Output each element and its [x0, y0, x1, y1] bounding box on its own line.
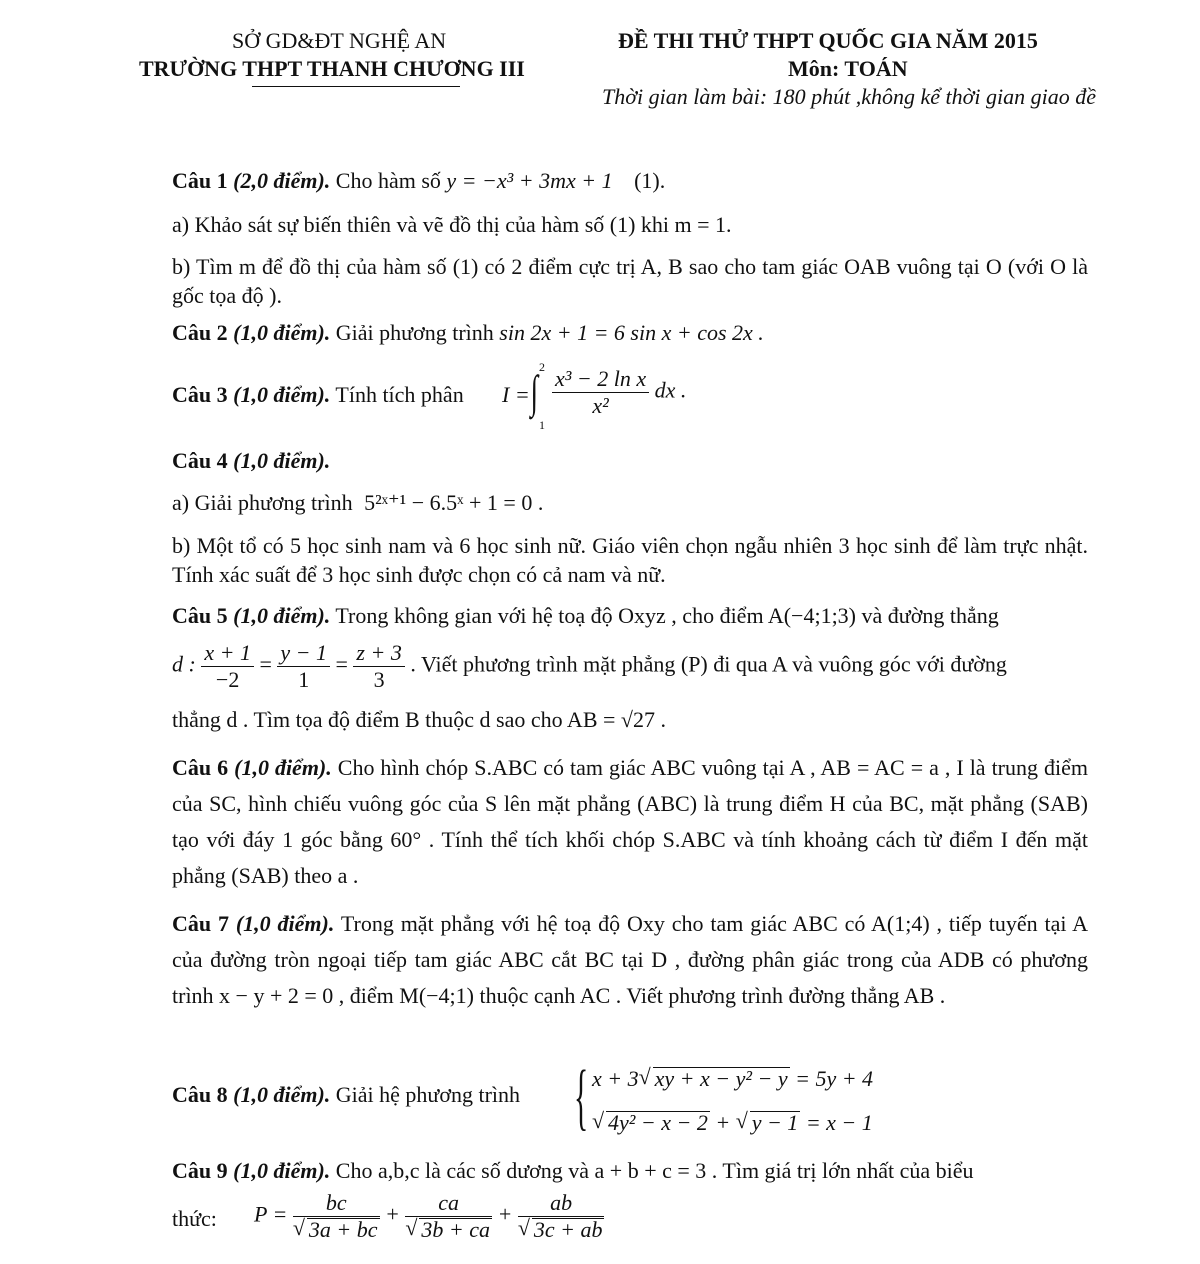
question-7	[172, 906, 1088, 1014]
q9-t3-num: ab	[518, 1190, 605, 1217]
q3-lhs: I =	[502, 382, 530, 407]
q8-eq2-rad1: 4y² − x − 2	[608, 1110, 708, 1135]
q1-label: Câu 1	[172, 168, 228, 193]
q6-label: Câu 6	[172, 755, 229, 780]
q3-tail: dx .	[654, 377, 687, 403]
q9-t3-den: 3c + ab	[533, 1217, 603, 1242]
question-8	[172, 1082, 520, 1108]
q4-points: (1,0 điểm).	[233, 448, 331, 473]
q9-text2: thức:	[172, 1206, 217, 1231]
q5-points: (1,0 điểm).	[233, 603, 331, 628]
q7-label: Câu 7	[172, 911, 229, 936]
q8-eq1-a: x + 3	[592, 1066, 639, 1091]
q4-a-text: a) Giải phương trình	[172, 490, 353, 515]
q3-upper-limit: 2	[539, 360, 545, 374]
q5-f2-den: 1	[298, 667, 310, 692]
q9-points: (1,0 điểm).	[233, 1158, 331, 1183]
q6-text: Cho hình chóp S.ABC có tam giác ABC vuông tại A , AB = AC = a , I là trung điểm của SC, hình chiếu vuông góc của S lên mặt phẳng (ABC) là trung điểm H của BC, mặt phẳng (SAB) tạo với đáy 1 góc bằng 60° . Tính thể tích khối chóp S.ABC và tính khoảng cách từ điểm I đến mặt phẳng (SAB) theo a .	[172, 755, 1088, 888]
q5-line3: thẳng d . Tìm tọa độ điểm B thuộc d sao cho AB = √27 .	[172, 707, 666, 732]
q2-text: Giải phương trình	[335, 320, 494, 345]
q5-line-equation: d : $\frac{x + 1}{-2}$ = $\frac{y - 1}{1}$ = $\frac{z + 3}{3}$ . Viết phương trình mặt phẳng (P) đi qua A và vuông góc với đường	[172, 640, 1007, 692]
system-brace-icon: {	[574, 1056, 589, 1138]
q5-f2-num: y − 1	[277, 640, 330, 667]
q8-eq1-rad: xy + x − y² − y	[654, 1066, 788, 1091]
school-name: TRƯỜNG THPT THANH CHƯƠNG III	[139, 56, 525, 81]
q5-f1-den: −2	[215, 667, 240, 692]
header-underline	[252, 86, 460, 87]
q7-points: (1,0 điểm).	[235, 911, 335, 936]
q9-plus-2: +	[497, 1201, 513, 1227]
q9-t1-num: bc	[293, 1190, 380, 1217]
time-allowed: Thời gian làm bài: 180 phút ,không kể thời gian giao đề	[602, 84, 1097, 109]
q5-line2-tail: . Viết phương trình mặt phẳng (P) đi qua A và vuông góc với đường	[410, 651, 1007, 677]
q3-denominator: x²	[592, 393, 609, 418]
question-9	[172, 1158, 974, 1184]
q1-text: Cho hàm số	[335, 168, 441, 193]
q9-plus-1: +	[385, 1201, 400, 1227]
q9-expression: P = bc √ 3a + bc + ca √ 3b + ca + ab √ 3c + ab	[254, 1190, 603, 1242]
q9-label: Câu 9	[172, 1158, 228, 1183]
question-1	[172, 168, 665, 194]
q3-numerator: x³ − 2 ln x	[552, 366, 649, 393]
q3-label: Câu 3	[172, 382, 228, 407]
q7-text: Trong mặt phẳng với hệ toạ độ Oxy cho tam giác ABC có A(1;4) , tiếp tuyến tại A của đường tròn ngoại tiếp tam giác ABC cắt BC tại D , đường phân giác trong của ADB có phương trình x − y + 2 = 0 , điểm M(−4;1) thuộc cạnh AC . Viết phương trình đường thẳng AB .	[172, 911, 1089, 1008]
q8-label: Câu 8	[172, 1082, 228, 1107]
q1-part-a: a) Khảo sát sự biến thiên và vẽ đồ thị của hàm số (1) khi m = 1.	[172, 212, 732, 237]
school-department: SỞ GD&ĐT NGHỆ AN	[232, 28, 447, 53]
q8-eq2: √ 4y² − x − 2 + √ y − 1 = x − 1	[592, 1108, 873, 1135]
q5-d-prefix: d :	[172, 651, 196, 677]
q4-label: Câu 4	[172, 448, 228, 473]
q2-points: (1,0 điểm).	[233, 320, 331, 345]
q1-points: (2,0 điểm).	[233, 168, 331, 193]
q3-lower-limit: 1	[539, 418, 545, 432]
q9-text: Cho a,b,c là các số dương và a + b + c = 3 . Tìm giá trị lớn nhất của biểu	[335, 1158, 974, 1183]
q5-f3-num: z + 3	[353, 640, 404, 667]
q9-t2-den: 3b + ca	[421, 1217, 490, 1242]
q1-formula: y = −x³ + 3mx + 1	[446, 168, 613, 193]
q4-part-a	[172, 490, 543, 516]
question-2	[172, 320, 764, 346]
question-3	[172, 382, 464, 408]
q8-eq1-b: = 5y + 4	[795, 1066, 874, 1091]
question-4	[172, 448, 330, 474]
q4-part-b: b) Một tổ có 5 học sinh nam và 6 học sinh nữ. Giáo viên chọn ngẫu nhiên 3 học sinh để làm trực nhật. Tính xác suất để 3 học sinh được chọn có cả nam và nữ.	[172, 533, 1088, 587]
q3-text: Tính tích phân	[335, 382, 464, 407]
q9-t2-num: ca	[405, 1190, 492, 1217]
q3-fraction	[552, 366, 686, 419]
exam-title: ĐỀ THI THỬ THPT QUỐC GIA NĂM 2015	[618, 28, 1038, 53]
q8-eq2-plus: +	[715, 1110, 731, 1135]
subject-line: Môn: TOÁN	[788, 56, 908, 81]
q1-tag: (1).	[634, 168, 666, 193]
q8-text: Giải hệ phương trình	[335, 1082, 521, 1107]
q2-label: Câu 2	[172, 320, 228, 345]
q2-formula: sin 2x + 1 = 6 sin x + cos 2x .	[499, 320, 764, 345]
q8-eq2-b: = x − 1	[805, 1110, 873, 1135]
q8-eq2-rad2: y − 1	[751, 1110, 799, 1135]
q9-lhs: P =	[254, 1201, 288, 1227]
q9-t1-den: 3a + bc	[308, 1217, 378, 1242]
integral-sign-icon: ∫	[530, 366, 539, 417]
q8-eq1: x + 3 √ xy + x − y² − y = 5y + 4	[592, 1064, 874, 1091]
q5-line1: Trong không gian với hệ toạ độ Oxyz , cho điểm A(−4;1;3) và đường thẳng	[335, 603, 999, 628]
question-5	[172, 603, 1088, 629]
q5-f3-den: 3	[373, 667, 385, 692]
q3-points: (1,0 điểm).	[233, 382, 331, 407]
question-6	[172, 750, 1088, 894]
q3-integral	[502, 382, 530, 408]
q1-part-b: b) Tìm m để đồ thị của hàm số (1) có 2 điểm cực trị A, B sao cho tam giác OAB vuông tại O (với O là gốc tọa độ ).	[172, 254, 1088, 308]
q5-label: Câu 5	[172, 603, 228, 628]
q5-f1-num: x + 1	[201, 640, 254, 667]
q4-a-formula: 5²ˣ⁺¹ − 6.5ˣ + 1 = 0 .	[364, 490, 544, 515]
q6-points: (1,0 điểm).	[234, 755, 332, 780]
q8-points: (1,0 điểm).	[233, 1082, 331, 1107]
